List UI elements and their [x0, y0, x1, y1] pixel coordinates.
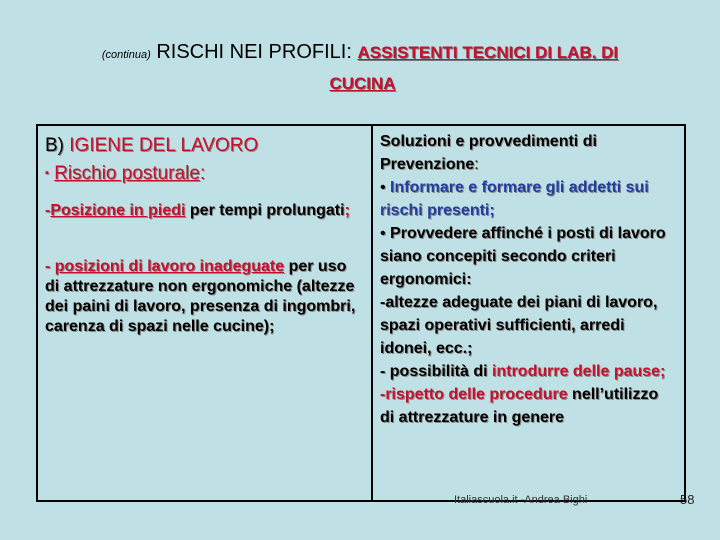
item1-red: Posizione in piedi — [50, 202, 186, 219]
right-line-4: - possibilità di introdurre delle pause; — [380, 363, 666, 380]
right-column — [380, 130, 676, 429]
item2-red: posizioni di lavoro inadeguate — [54, 258, 285, 275]
right-bullet-2: • Provvedere affinché i posti di lavoro siano concepiti secondo criteri ergonomici: — [380, 225, 666, 288]
title-red-line1: ASSISTENTI TECNICI DI LAB. DI — [357, 43, 619, 62]
square-bullet-icon: ▪ — [45, 167, 49, 179]
sub-red: Rischio posturale — [54, 163, 200, 184]
right-line-3: -altezze adeguate dei piani di lavoro, spazi operativi sufficienti, arredi idonei, ecc.; — [380, 294, 658, 357]
page-number: 58 — [680, 492, 695, 507]
left-item-1: -Posizione in piedi per tempi prolungati; — [45, 202, 350, 219]
heading-red: IGIENE DEL LAVORO — [69, 135, 259, 156]
title-red-line2: CUCINA — [329, 74, 396, 93]
sub-colon: : — [199, 163, 206, 184]
footer-credit: Italiascuola.it -Andrea Bighi — [454, 494, 588, 506]
bullet-dot-icon: • — [380, 179, 391, 196]
right-bullet-1: • Informare e formare gli addetti sui rischi presenti; — [380, 179, 649, 219]
bullet-dot-icon: • — [380, 225, 391, 242]
continua-label: (continua) — [101, 49, 151, 61]
slide-title — [0, 38, 720, 98]
item1-rest: per tempi prolungati — [185, 202, 345, 219]
content-table — [36, 124, 686, 502]
item2-rest: per uso di attrezzature non ergonomiche (altezze dei paini di lavoro, presenza di ingombri, carenza di spazi nelle cucine); — [45, 258, 356, 335]
right-line-5: -rispetto delle procedure nell’utilizzo di attrezzature in genere — [380, 386, 659, 426]
column-divider — [371, 126, 373, 500]
left-item-2: - posizioni di lavoro inadeguate per uso di attrezzature non ergonomiche (altezze dei paini di lavoro, presenza di ingombri, carenza di spazi nelle cucine); — [45, 258, 356, 335]
right-heading: Soluzioni e provvedimenti di Prevenzione: — [380, 133, 597, 173]
left-column — [45, 134, 363, 337]
heading-prefix: B) — [45, 135, 64, 156]
title-lead: RISCHI NEI PROFILI: — [156, 41, 352, 63]
left-heading — [45, 134, 363, 158]
left-subheading — [45, 160, 363, 187]
